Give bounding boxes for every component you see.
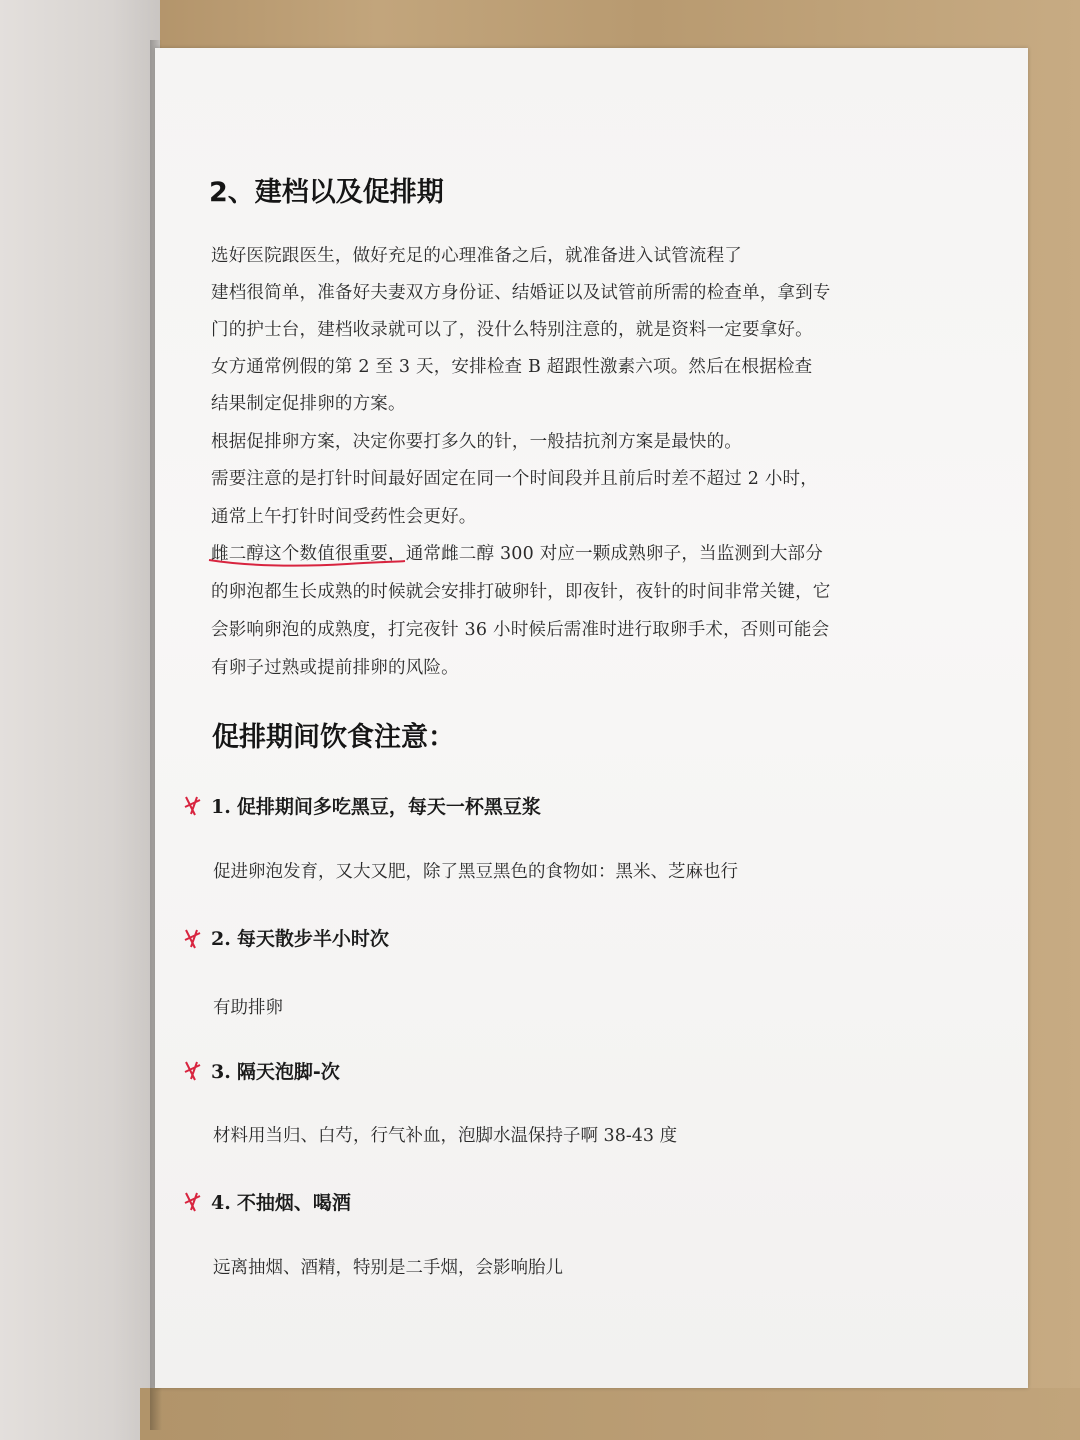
diet-item-description: 远离抽烟、酒精，特别是二手烟，会影响胎儿 [213,1258,563,1278]
diet-item-description: 有助排卵 [213,998,283,1018]
paragraph-line: 有卵子过熟或提前排卵的风险。 [211,658,459,678]
diet-item-description: 材料用当归、白芍，行气补血，泡脚水温保持子啊 38-43 度 [213,1126,678,1146]
paragraph-line: 的卵泡都生长成熟的时候就会安排打破卵针，即夜针，夜针的时间非常关键，它 [211,582,831,602]
item-title-text: 不抽烟、喝酒 [236,1192,351,1214]
diet-item-title [211,792,541,819]
red-star-mark-icon [183,928,203,950]
diet-item-title [211,1188,351,1215]
paragraph-line-highlighted [211,536,941,573]
section-title: 2、建档以及促排期 [209,177,444,208]
red-star-mark-icon [183,795,203,817]
item-title-text: 促排期间多吃黑豆，每天一杯黑豆浆 [236,796,541,818]
paragraph-line: 根据促排卵方案，决定你要打多久的针，一般拮抗剂方案是最快的。 [211,432,742,452]
item-number: 4. [211,1192,231,1214]
page-content [155,48,1028,1388]
paragraph-line: 选好医院跟医生，做好充足的心理准备之后，就准备进入试管流程了 [211,246,742,266]
paragraph-line: 会影响卵泡的成熟度，打完夜针 36 小时候后需准时进行取卵手术，否则可能会 [211,620,830,640]
desk-bottom [140,1388,1080,1440]
paragraph-line: 通常上午打针时间受药性会更好。 [211,507,477,527]
red-star-mark-icon [183,1191,203,1213]
diet-item-title [211,924,389,951]
red-star-mark-icon [183,1060,203,1082]
pen-underline-icon [207,556,407,568]
document-page [155,48,1028,1388]
item-number: 2. [211,928,231,950]
paragraph-line: 女方通常例假的第 2 至 3 天，安排检查 B 超跟性激素六项。然后在根据检查 [211,357,813,377]
paragraph-line: 门的护士台，建档收录就可以了，没什么特别注意的，就是资料一定要拿好。 [211,320,813,340]
item-title-text: 每天散步半小时次 [236,928,389,950]
item-title-text: 隔天泡脚-次 [236,1061,340,1083]
paragraph-rest-text: ，通常雌二醇 300 对应一颗成熟卵子，当监测到大部分 [388,544,823,564]
diet-item-description: 促进卵泡发育，又大又肥，除了黑豆黑色的食物如：黑米、芝麻也行 [213,862,738,882]
underlying-page [0,0,160,1440]
diet-item-title [211,1057,340,1084]
item-number: 1. [211,796,231,818]
diet-title: 促排期间饮食注意： [212,722,455,753]
item-number: 3. [211,1061,231,1083]
paragraph-line: 结果制定促排卵的方案。 [211,394,406,414]
underlined-phrase-text: 雌二醇这个数值很重要 [211,544,388,564]
paragraph-line: 建档很简单，准备好夫妻双方身份证、结婚证以及试管前所需的检查单，拿到专 [211,283,831,303]
underlined-phrase [211,544,388,564]
paragraph-line: 需要注意的是打针时间最好固定在同一个时间段并且前后时差不超过 2 小时， [211,469,818,489]
